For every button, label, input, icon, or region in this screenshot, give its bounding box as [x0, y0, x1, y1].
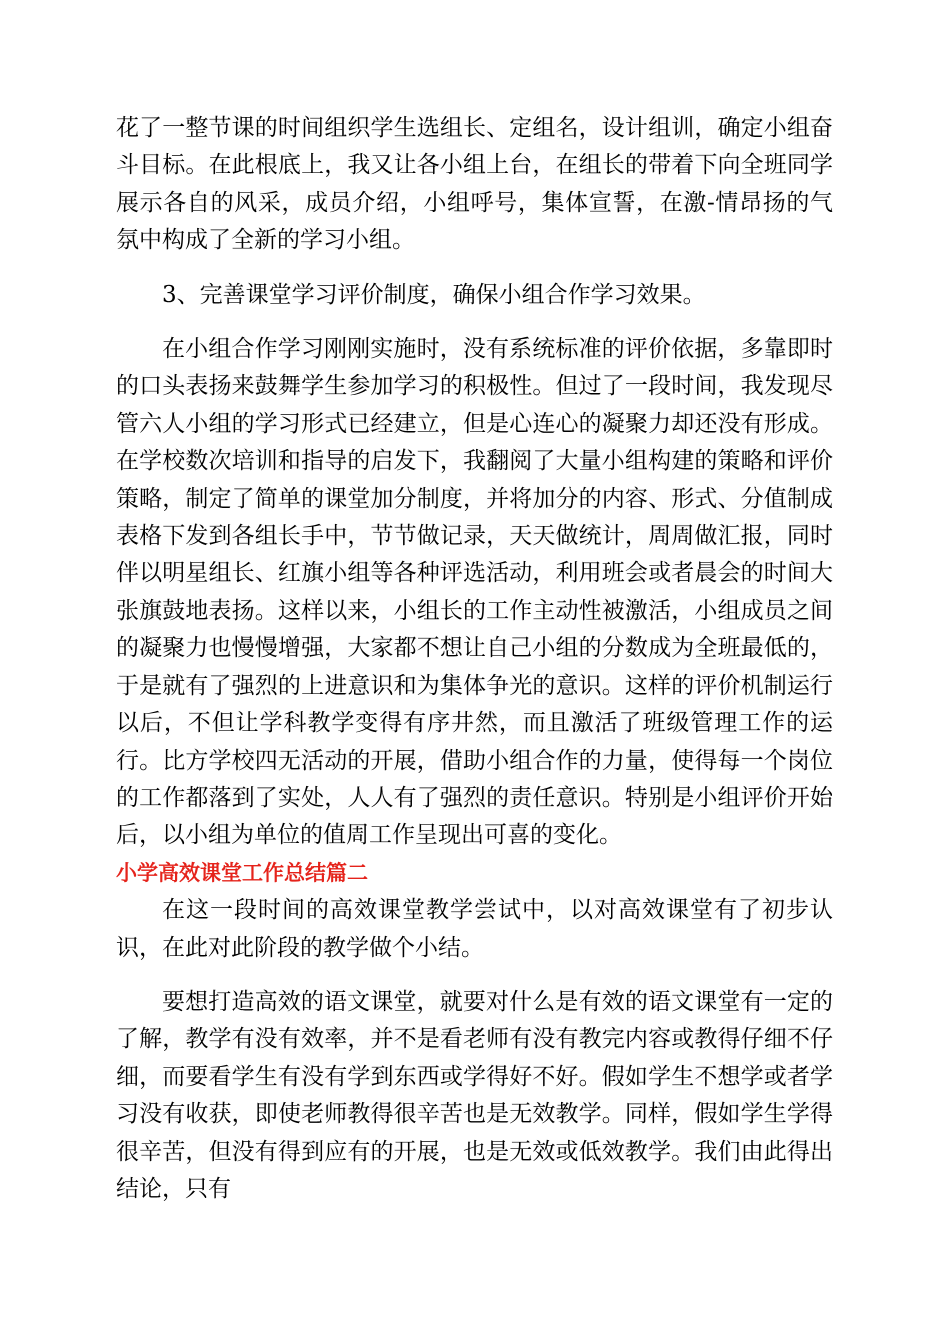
paragraph-evaluation-system: 在小组合作学习刚刚实施时，没有系统标准的评价依据，多靠即时的口头表扬来鼓舞学生参加学习的积极性。但过了一段时间，我发现尽管六人小组的学习形式已经建立，但是心连心的凝聚力却还没有形成。在学校数次培训和指导的启发下，我翻阅了大量小组构建的策略和评价策略，制定了简单的课堂加分制度，并将加分的内容、形式、分值制成表格下发到各组长手中，节节做记录，天天做统计，周周做汇报，同时伴以明星组长、红旗小组等各种评选活动，利用班会或者晨会的时间大张旗鼓地表扬。这样以来，小组长的工作主动性被激活，小组成员之间的凝聚力也慢慢增强，大家都不想让自己小组的分数成为全班最低的，于是就有了强烈的上进意识和为集体争光的意识。这样的评价机制运行以后，不但让学科教学变得有序井然，而且激活了班级管理工作的运行。比方学校四无活动的开展，借助小组合作的力量，使得每一个岗位的工作都落到了实处，人人有了强烈的责任意识。特别是小组评价开始后，以小组为单位的值周工作呈现出可喜的变化。	[116, 336, 833, 849]
document-body	[116, 110, 833, 1208]
paragraph-initial-understanding: 在这一段时间的高效课堂教学尝试中，以对高效课堂有了初步认识，在此对此阶段的教学做个小结。	[116, 897, 833, 961]
section-heading: 小学高效课堂工作总结篇二	[116, 860, 368, 885]
paragraph-evaluation-subheading: 3、完善课堂学习评价制度，确保小组合作学习效果。	[162, 281, 706, 308]
paragraph-effective-chinese-class: 要想打造高效的语文课堂，就要对什么是有效的语文课堂有一定的了解，教学有没有效率，并不是看老师有没有教完内容或教得仔细不仔细，而要看学生有没有学到东西或学得好不好。假如学生不想学或者学习没有收获，即使老师教得很辛苦也是无效教学。同样，假如学生学得很辛苦，但没有得到应有的开展，也是无效或低效教学。我们由此得出结论，只有	[116, 988, 833, 1202]
paragraph-group-formation: 花了一整节课的时间组织学生选组长、定组名，设计组训，确定小组奋斗目标。在此根底上，我又让各小组上台，在组长的带着下向全班同学展示各自的风采，成员介绍，小组呼号，集体宣誓，在激-情昂扬的气氛中构成了全新的学习小组。	[116, 115, 833, 254]
